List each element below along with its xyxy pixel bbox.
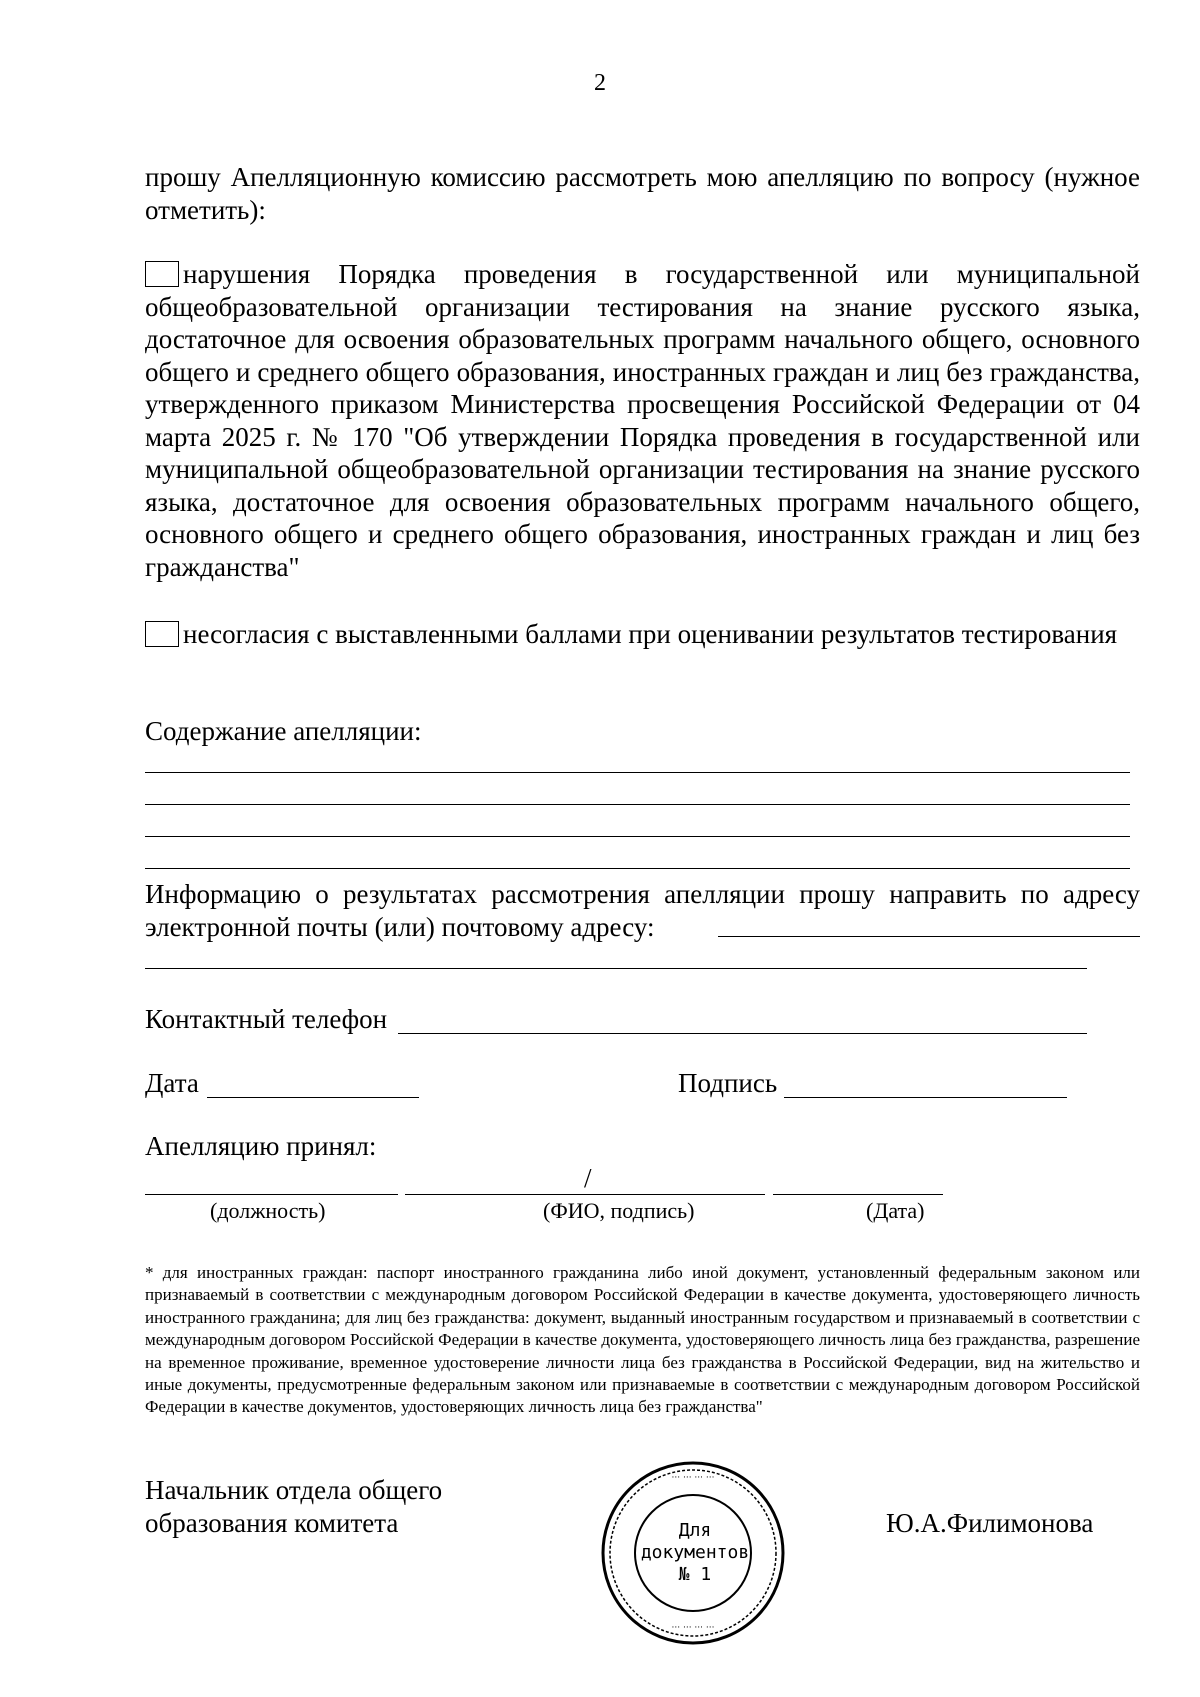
svg-text:··· ··· ··· ···: ··· ··· ··· ··· (671, 1623, 715, 1633)
option-score-disagreement (145, 618, 1140, 651)
procedure-violation-label: нарушения Порядка проведения в государственной или муниципальной общеобразовательной организации тестирования на знание русского языка, достаточное для освоения образовательных программ начального общего, основного общего и среднего общего образования, иностранных граждан и лиц без гражданства, утвержденного приказом Министерства просвещения Российской Федерации от 04 марта 2025 г. № 170 "Об утверждении Порядка проведения в государственной или муниципальной общеобразовательной организации тестирования на знание русского языка, достаточное для освоения образовательных программ начального общего, основного общего и среднего общего образования, иностранных граждан и лиц без гражданства" (145, 259, 1140, 582)
address-line[interactable] (145, 968, 1087, 969)
footnote: * для иностранных граждан: паспорт иностранного гражданина либо иной документ, установленный федеральным законом или признаваемый в соответствии с международным договором Российской Федерации в качестве документа, удостоверяющего личность иностранного гражданина; для лиц без гражданства: документ, выданный иностранным государством и признаваемый в соответствии с международным договором Российской Федерации в качестве документа, удостоверяющего личность лица без гражданства, разрешение на временное проживание, временное удостоверение личности лица без гражданства в Российской Федерации, вид на жительство и иные документы, предусмотренные федеральным законом или признаваемые в соответствии с международным договором Российской Федерации в качестве документов, удостоверяющих личность лица без гражданства" (145, 1263, 1140, 1417)
accepted-date-line[interactable] (773, 1194, 943, 1195)
stamp-line: № 1 (678, 1564, 712, 1585)
official-stamp (598, 1458, 788, 1648)
date-line[interactable] (207, 1097, 419, 1098)
score-disagreement-checkbox[interactable] (145, 621, 179, 647)
signatory-title-line: образования комитета (145, 1508, 399, 1538)
phone-line[interactable] (398, 1033, 1087, 1034)
name-signature-caption: (ФИО, подпись) (543, 1198, 695, 1223)
appeal-content-label: Содержание апелляции: (145, 716, 422, 746)
appeal-content-line[interactable] (145, 836, 1130, 837)
signature-line[interactable] (784, 1097, 1067, 1098)
phone-label: Контактный телефон (145, 1004, 388, 1034)
date-caption: (Дата) (866, 1198, 925, 1223)
request-intro: прошу Апелляционную комиссию рассмотреть мою апелляцию по вопросу (нужное отметить): (145, 162, 1140, 225)
signature-label: Подпись (678, 1068, 778, 1098)
page-number: 2 (594, 70, 606, 96)
date-label: Дата (145, 1068, 199, 1098)
appeal-content-line[interactable] (145, 772, 1130, 773)
option-procedure-violation (145, 258, 1140, 583)
accepted-label: Апелляцию принял: (145, 1131, 377, 1161)
info-request (145, 878, 1140, 943)
signatory-title-line: Начальник отдела общего (145, 1475, 443, 1505)
svg-text:··· ··· ··· ···: ··· ··· ··· ··· (671, 1473, 715, 1483)
accepted-position-line[interactable] (145, 1194, 398, 1195)
appeal-content-line[interactable] (145, 868, 1130, 869)
stamp-line: Для (678, 1520, 712, 1541)
name-signature-slash: / (584, 1163, 592, 1193)
signatory-title (145, 1474, 442, 1540)
stamp-line: документов (640, 1542, 750, 1563)
score-disagreement-label: несогласия с выставленными баллами при оценивании результатов тестирования (183, 619, 1118, 649)
accepted-name-line[interactable] (405, 1194, 765, 1195)
signatory-name: Ю.А.Филимонова (886, 1508, 1094, 1538)
appeal-content-line[interactable] (145, 804, 1130, 805)
procedure-violation-checkbox[interactable] (145, 261, 179, 287)
position-caption: (должность) (210, 1198, 326, 1223)
info-request-text: Информацию о результатах рассмотрения апелляции прошу направить по адресу электронной почты (или) почтовому адресу: (145, 879, 1140, 942)
address-line[interactable] (718, 936, 1140, 937)
